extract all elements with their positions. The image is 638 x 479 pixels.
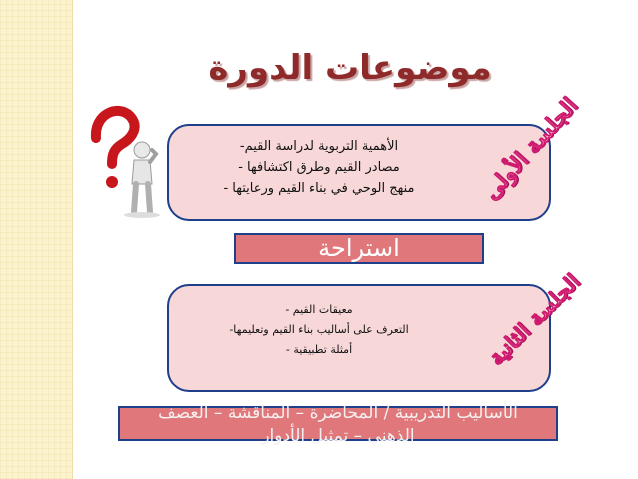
question-mark-person-icon bbox=[88, 100, 168, 220]
session1-tag: الجلسة الأولى bbox=[478, 92, 584, 206]
session2-tag: الجلسة الثانية bbox=[483, 268, 585, 371]
session2-topic: معيقات القيم - bbox=[285, 303, 353, 316]
session2-topic: أمثلة تطبيقية - bbox=[285, 343, 353, 356]
session2-topics bbox=[209, 300, 429, 360]
break-bar: استراحة bbox=[234, 233, 484, 264]
methods-line: الأساليب التدريبية / المحاضرة – المناقشة – العصف bbox=[158, 403, 518, 423]
methods-text bbox=[120, 402, 556, 448]
methods-bar bbox=[118, 403, 558, 446]
session1-topic: مصادر القيم وطرق اكتشافها - bbox=[238, 160, 400, 175]
sidebar-texture bbox=[0, 0, 73, 479]
slide-title: موضوعات الدورة bbox=[208, 48, 492, 88]
session1-topic: الأهمية التربوية لدراسة القيم- bbox=[239, 139, 399, 154]
session1-topic: منهج الوحي في بناء القيم ورعايتها - bbox=[223, 181, 415, 196]
methods-line: الذهني – تمثيل الأدوار bbox=[261, 426, 415, 446]
session1-topics bbox=[209, 136, 429, 199]
session2-topic: التعرف على أساليب بناء القيم وتعليمها- bbox=[229, 323, 409, 336]
